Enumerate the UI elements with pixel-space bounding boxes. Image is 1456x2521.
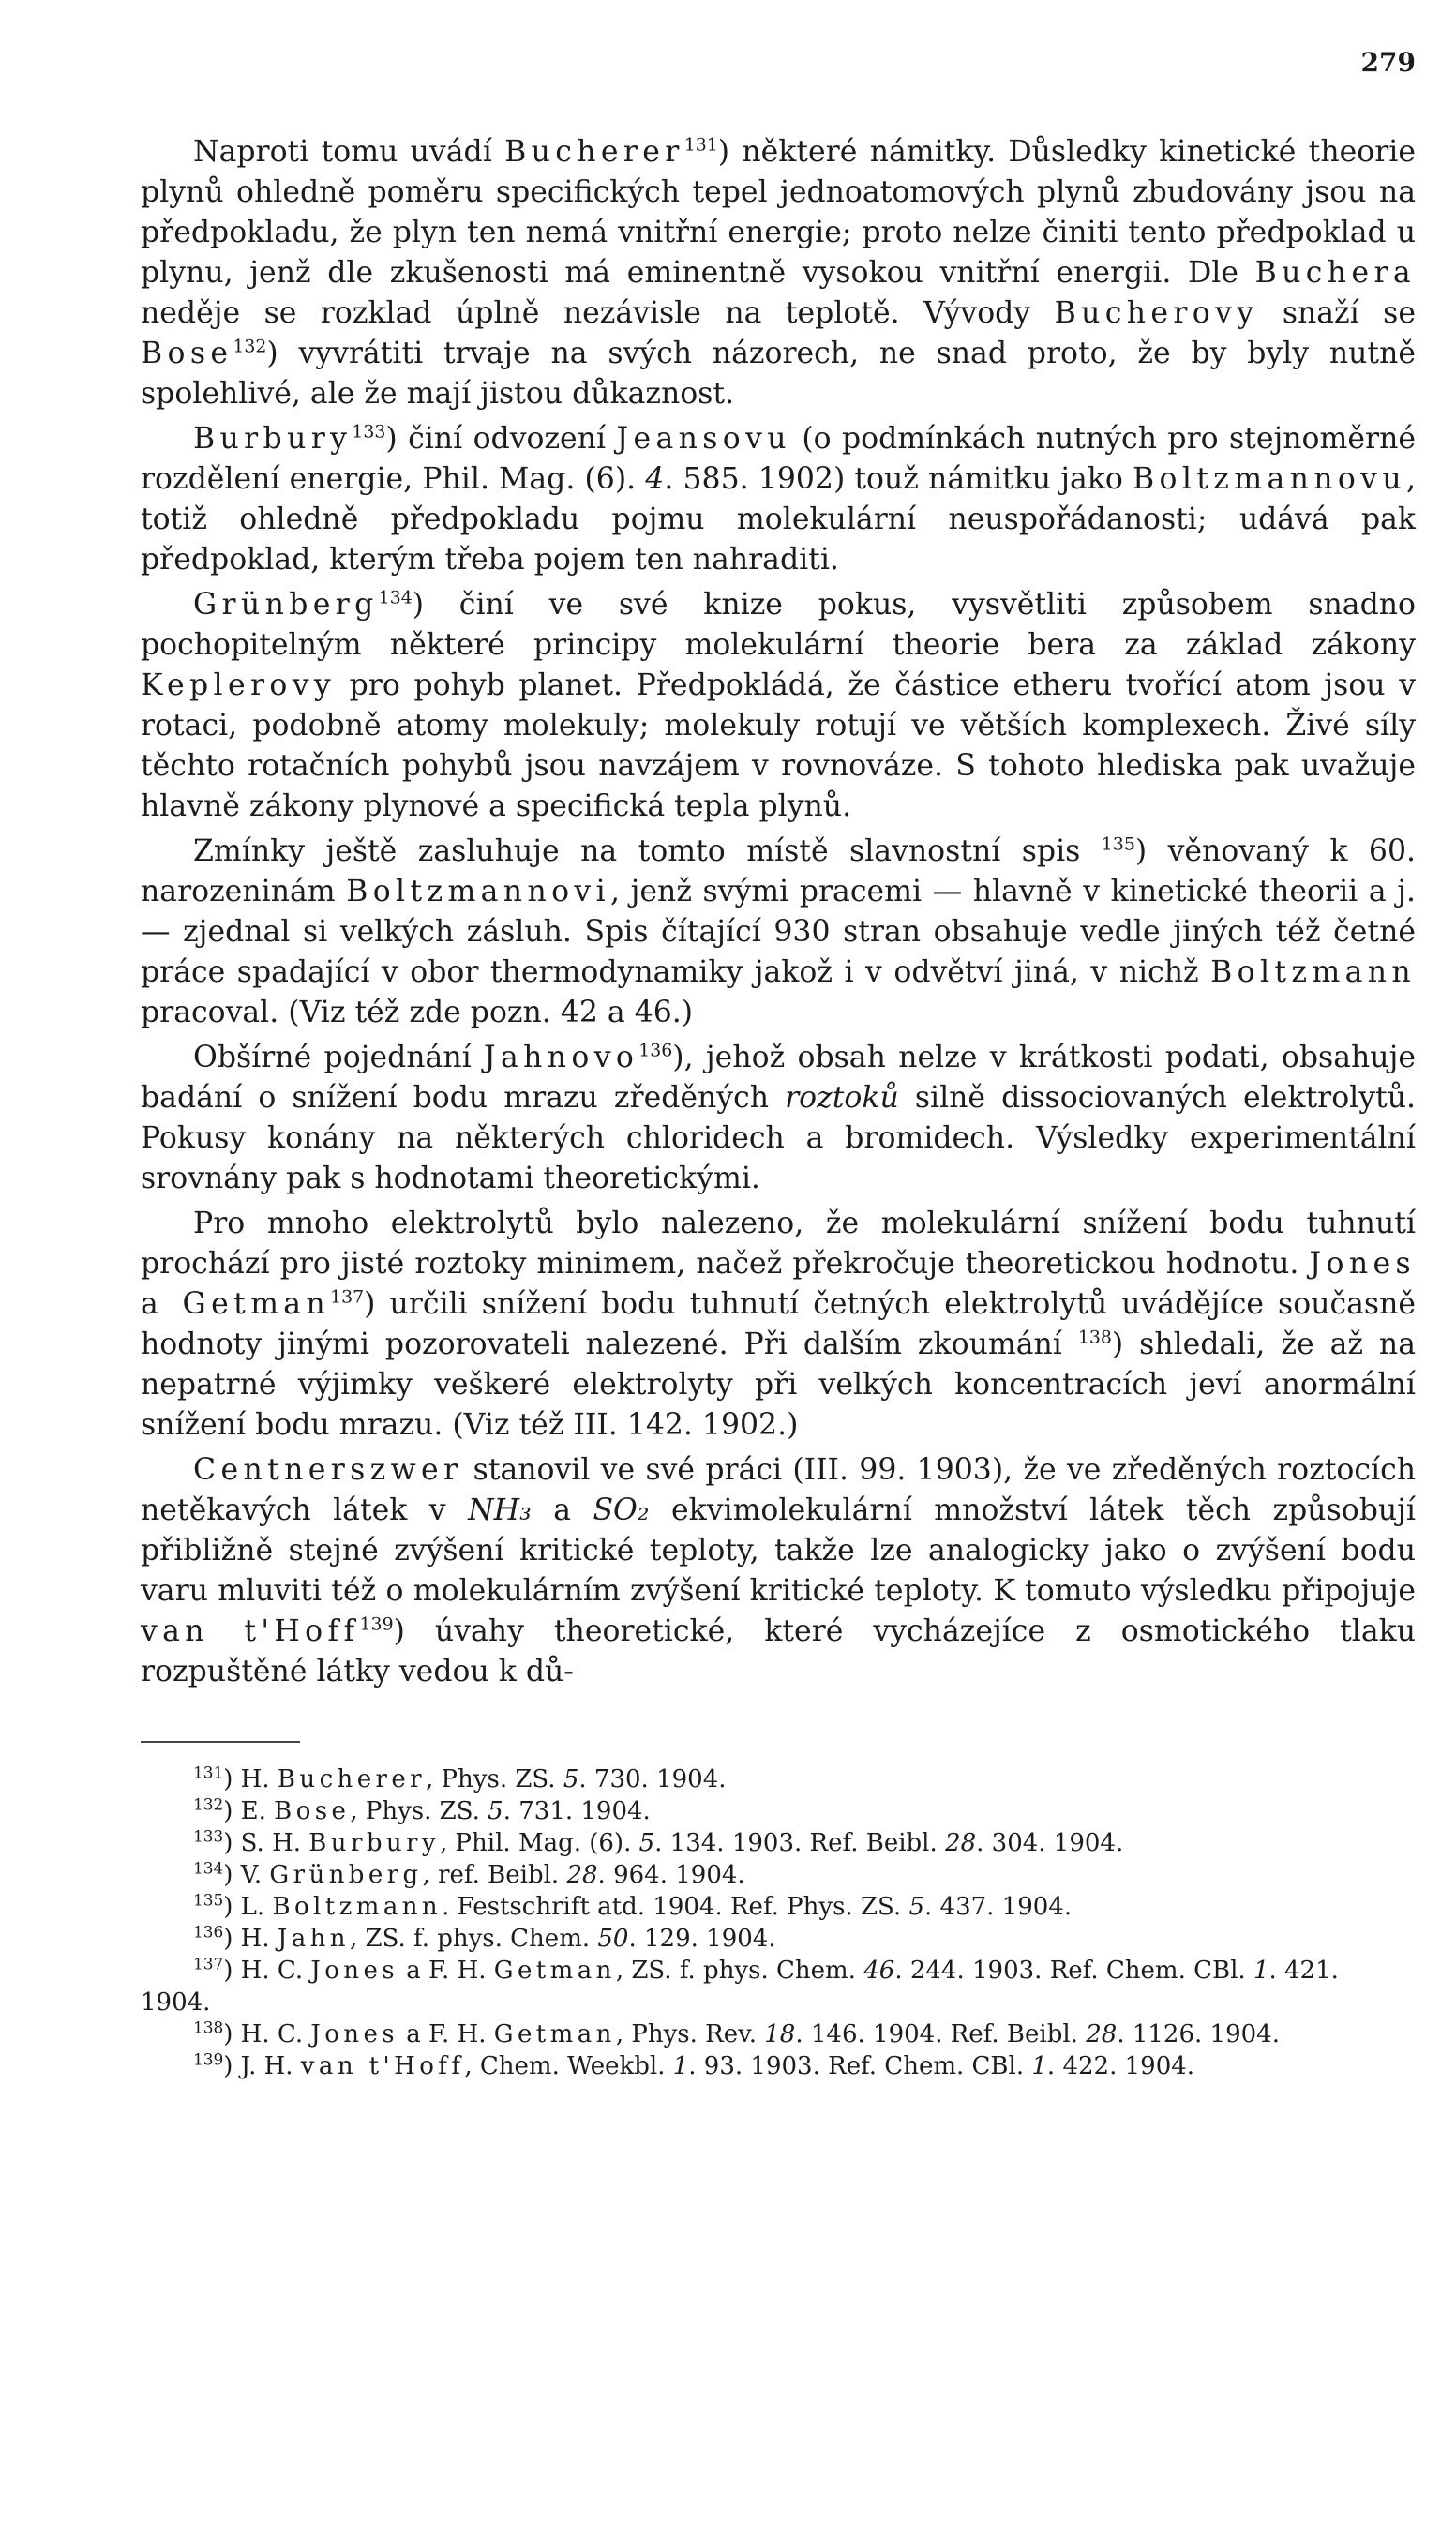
text-run: . 964. 1904. [597,1861,745,1889]
italic-text: 1 [672,2052,689,2080]
footnote-ref: 136 [638,1040,673,1061]
footnote-ref: 136 [193,1922,224,1942]
text-run: . 422. 1904. [1046,2052,1195,2080]
paragraph [141,1450,1416,1692]
italic-text: 1 [1253,1957,1269,1985]
text-run: , Phil. Mag. (6). [440,1829,639,1857]
text-run: , Phys. ZS. [426,1765,563,1793]
italic-text: 50 [597,1925,629,1953]
footnote-ref: 135 [1101,833,1135,855]
spaced-name: Bucherovy [1054,296,1259,330]
footnote-ref: 138 [193,2018,224,2037]
spaced-name: Boltzmannovu [1133,462,1406,496]
text-run: ) věnovaný k 60. narozeninám [141,834,1417,908]
paragraph [141,419,1416,580]
footnote [141,2050,1416,2082]
spaced-name: Boltzmann [272,1893,443,1921]
spaced-name: Centnerszwer [193,1453,463,1487]
text-run: . 585. 1902) touž námitku jako [664,462,1133,496]
text-run: ) úvahy theoretické, které vycházejíce z osmotického tlaku rozpuštěné látky vedou k dů- [141,1614,1417,1688]
text-run: . 1126. 1904. [1117,2020,1280,2048]
text-run: . 731. 1904. [503,1797,651,1825]
spaced-name: Bucherer [504,135,684,169]
spaced-name: Bucherer [277,1765,427,1793]
footnote-ref: 131 [193,1763,224,1782]
text-run: Pro mnoho elektrolytů bylo nalezeno, že molekulární snížení bodu tuhnutí prochází pro jisté roztoky minimem, načež překročuje theoretickou hodnotu. [141,1207,1416,1281]
text-run: . Festschrift atd. 1904. Ref. Phys. ZS. [442,1893,909,1921]
text-run: . 129. 1904. [628,1925,776,1953]
footnote-ref: 133 [352,421,386,443]
footnote-ref: 139 [359,1613,394,1635]
text-run: . 244. 1903. Ref. Chem. CBl. [894,1957,1253,1985]
footnote-ref: 132 [233,336,267,357]
text-run: , Chem. Weekbl. [464,2052,673,2080]
paragraph [141,585,1416,827]
text-run: neděje se rozklad úplně nezávisle na teplotě. Vývody [141,296,1055,330]
footnote-ref: 131 [683,134,718,156]
page-number: 279 [1360,47,1416,78]
paragraph [141,832,1416,1033]
text-run: Obšírné pojednání [193,1041,485,1074]
spaced-name: Grünberg [193,588,379,622]
body-text [141,132,1416,1692]
text-run: ) shledali, že až na nepatrné výjimky veškeré elektrolyty při velkých koncentracích jeví anormální snížení bodu mrazu. (Viz též III. 142. 1902.) [141,1328,1417,1442]
text-run: , ZS. f. phys. Chem. [615,1957,864,1985]
paragraph [141,132,1416,414]
text-run: ) H. [223,1925,278,1953]
spaced-name: Boltzmann [1210,955,1416,989]
text-run: . 437. 1904. [924,1893,1073,1921]
footnote [141,1923,1416,1955]
text-run: (o podmínkách nutných pro stejnoměrné rozdělení energie, Phil. Mag. (6). [141,422,1416,496]
text-run: , jenž svými pracemi — hlavně v kinetické theorii a j. — zjednal si velkých zásluh. Spis čítající 930 stran obsahuje vedle jiných též četné práce spadající v obor thermodynamiky jakož i v odvětví jiná, v nichž [141,875,1416,989]
text-run: ) L. [223,1893,273,1921]
footnote [141,1859,1416,1891]
spaced-name: Jones [310,1957,399,1985]
footnote [141,1763,1416,1795]
italic-text: 1 [1031,2052,1047,2080]
text-run: . 146. 1904. Ref. Beibl. [795,2020,1087,2048]
spaced-name: Burbury [308,1829,441,1857]
spaced-name: Jahnovo [484,1041,639,1074]
page [141,47,1416,2082]
text-run: , Phys. ZS. [350,1797,488,1825]
text-run: ) S. H. [223,1829,309,1857]
spaced-name: Boltzmannovi [346,875,610,908]
footnote [141,1891,1416,1923]
spaced-name: Bose [274,1797,351,1825]
text-run: . 93. 1903. Ref. Chem. CBl. [688,2052,1032,2080]
text-run: silně dissociovaných elektrolytů. Pokusy konány na některých chloridech a bromidech. Výsledky experimentální srovnány pak s hodnotami theoretickými. [141,1081,1416,1195]
text-run: . 421. 1904. [141,1957,1339,2017]
spaced-name: Bose [141,337,233,370]
italic-text: 46 [863,1957,895,1985]
text-run: . 730. 1904. [578,1765,727,1793]
text-run: snaží se [1258,296,1416,330]
text-run: pracoval. (Viz též zde pozn. 42 a 46.) [141,996,694,1029]
footnote [141,2018,1416,2050]
italic-text: 28 [1086,2020,1118,2048]
spaced-name: Getman [493,1957,616,1985]
footnote [141,1795,1416,1827]
text-run: ) činí odvození [385,422,617,456]
italic-text: 18 [764,2020,796,2048]
text-run: ) V. [223,1861,270,1889]
text-run: , ZS. f. phys. Chem. [349,1925,598,1953]
text-run: Naproti tomu uvádí [193,135,505,169]
italic-text: SO₂ [593,1493,650,1527]
text-run: . 304. 1904. [976,1829,1124,1857]
spaced-name: Buchera [1254,256,1416,290]
text-run: stanovil ve své práci (III. 99. 1903), že ve zředěných roztocích netěkavých látek v [141,1453,1416,1527]
text-run: a [531,1493,593,1527]
spaced-name: Keplerovy [141,668,337,702]
text-run: a F. H. [398,1957,494,1985]
text-run: , ref. Beibl. [422,1861,567,1889]
footnote-ref: 132 [193,1794,224,1814]
italic-text: 5 [908,1893,924,1921]
spaced-name: van t'Hoff [141,1614,360,1648]
footnote-ref: 138 [1077,1327,1112,1348]
footnote-ref: 133 [193,1826,224,1846]
footnote-ref: 135 [193,1890,224,1910]
text-run: , totiž ohledně předpokladu pojmu molekulární neuspořádanosti; udává pak předpoklad, kterým třeba pojem ten nahraditi. [141,462,1416,577]
text-run: ) určili snížení bodu tuhnutí četných elektrolytů uvádějíce současně hodnoty jinými pozorovateli nalezené. Při dalším zkoumání [141,1287,1416,1361]
text-run: ) E. [223,1797,275,1825]
text-run: ) J. H. [223,2052,301,2080]
italic-text: 4 [645,462,665,496]
spaced-name: Jones a Getman [141,1247,1416,1321]
text-run: ) H. C. [223,2020,311,2048]
italic-text: 5 [488,1797,503,1825]
text-run: ) vyvrátiti trvaje na svých názorech, ne snad proto, že by byly nutně spolehlivé, ale že mají jistou důkaznost. [141,337,1416,411]
footnote-ref: 134 [193,1858,224,1878]
text-run: a F. H. [398,2020,494,2048]
footnote-ref: 137 [193,1954,224,1973]
spaced-name: Jeansovu [616,422,791,456]
spaced-name: Grünberg [269,1861,423,1889]
text-run: ) H. C. [223,1957,311,1985]
italic-text: roztoků [785,1081,899,1115]
footnote-ref: 137 [330,1286,365,1308]
text-run: ) některé námitky. Důsledky kinetické theorie plynů ohledně poměru specifických tepel jednoatomových plynů zbudovány jsou na předpokladu, že plyn ten nemá vnitřní energie; proto nelze činiti tento předpoklad u plynu, jenž dle zkušenosti má eminentně vysokou vnitřní energii. Dle [141,135,1417,290]
text-run: ) činí ve své knize pokus, vysvětliti způsobem snadno pochopitelným některé principy molekulární theorie bera za základ zákony [141,588,1416,662]
footnote-ref: 139 [193,2049,224,2069]
footnotes [141,1763,1416,2082]
italic-text: 5 [638,1829,655,1857]
italic-text: 5 [563,1765,579,1793]
text-run: ekvimolekulární množství látek těch způsobují přibližně stejné zvýšení kritické teploty, takže lze analogicky jako o zvýšení bodu varu mluviti též o molekulárním zvýšení kritické teploty. K tomuto výsledku připojuje [141,1493,1416,1608]
spaced-name: Jahn [277,1925,350,1953]
text-run: . 134. 1903. Ref. Beibl. [654,1829,946,1857]
text-run: , Phys. Rev. [615,2020,765,2048]
spaced-name: Jones [310,2020,399,2048]
footnote [141,1827,1416,1859]
italic-text: 28 [566,1861,598,1889]
text-run: Zmínky ještě zasluhuje na tomto místě slavnostní spis [193,834,1102,868]
spaced-name: van t'Hoff [300,2052,465,2080]
italic-text: 28 [945,1829,977,1857]
text-run: ) H. [223,1765,278,1793]
footnote-ref: 134 [378,587,413,608]
spaced-name: Burbury [193,422,353,456]
text-run: ), jehož obsah nelze v krátkosti podati, obsahuje badání o snížení bodu mrazu zředěných [141,1041,1416,1115]
footnote-separator [141,1741,300,1743]
paragraph [141,1204,1416,1446]
italic-text: NH₃ [468,1493,532,1527]
paragraph [141,1038,1416,1199]
spaced-name: Getman [493,2020,616,2048]
text-run: pro pohyb planet. Předpokládá, že částice etheru tvořící atom jsou v rotaci, podobně atomy molekuly; molekuly rotují ve větších komplexech. Živé síly těchto rotačních pohybů jsou navzájem v rovnováze. S tohoto hlediska pak uvažuje hlavně zákony plynové a specifická tepla plynů. [141,668,1416,823]
footnote [141,1955,1416,2018]
